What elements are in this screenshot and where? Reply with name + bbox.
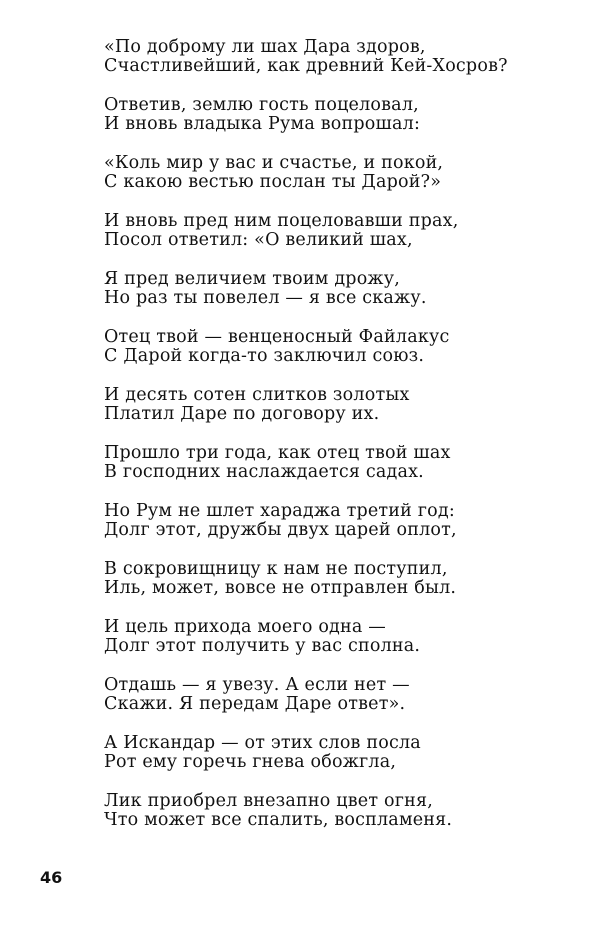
poem-line: Ответив, землю гость поцеловал, — [104, 95, 419, 115]
poem-line: В господних наслаждается садах. — [104, 461, 424, 482]
poem-line: Счастливейший, как древний Кей-Хосров? — [104, 55, 508, 76]
stanza — [104, 154, 574, 191]
poem-text — [104, 38, 574, 850]
poem-line: Долг этот получить у вас сполна. — [104, 635, 421, 656]
poem-line: И вновь пред ним поцеловавши прах, — [104, 211, 459, 231]
stanza — [104, 328, 574, 365]
poem-line: И десять сотен слитков золотых — [104, 385, 410, 405]
stanza — [104, 734, 574, 771]
poem-line: Платил Даре по договору их. — [104, 403, 380, 424]
stanza — [104, 212, 574, 249]
poem-line: Я пред величием твоим дрожу, — [104, 269, 400, 289]
poem-line: Что может все спалить, воспламеня. — [104, 809, 453, 830]
poem-line: «По доброму ли шах Дара здоров, — [104, 37, 426, 57]
poem-line: И вновь владыка Рума вопрошал: — [104, 113, 421, 134]
poem-line: Отец твой — венценосный Файлакус — [104, 327, 450, 347]
stanza — [104, 560, 574, 597]
poem-line: И цель прихода моего одна — — [104, 617, 386, 637]
stanza — [104, 38, 574, 75]
poem-line: С какою вестью послан ты Дарой?» — [104, 171, 442, 192]
stanza — [104, 792, 574, 829]
poem-line: Рот ему горечь гнева обожгла, — [104, 751, 397, 772]
stanza — [104, 618, 574, 655]
stanza — [104, 386, 574, 423]
poem-line: Долг этот, дружбы двух царей оплот, — [104, 519, 457, 540]
poem-line: «Коль мир у вас и счастье, и покой, — [104, 153, 444, 173]
stanza — [104, 96, 574, 133]
poem-line: Отдашь — я увезу. А если нет — — [104, 675, 410, 695]
stanza — [104, 444, 574, 481]
poem-line: Но раз ты повелел — я все скажу. — [104, 287, 427, 308]
poem-line: Скажи. Я передам Даре ответ». — [104, 693, 406, 714]
poem-line: А Искандар — от этих слов посла — [104, 733, 421, 753]
poem-line: В сокровищницу к нам не поступил, — [104, 559, 448, 579]
stanza — [104, 676, 574, 713]
poem-line: С Дарой когда-то заключил союз. — [104, 345, 425, 366]
page-number: 46 — [40, 868, 63, 887]
poem-line: Прошло три года, как отец твой шах — [104, 443, 451, 463]
poem-line: Посол ответил: «О великий шах, — [104, 229, 413, 250]
poem-line: Лик приобрел внезапно цвет огня, — [104, 791, 433, 811]
poem-line: Но Рум не шлет хараджа третий год: — [104, 501, 455, 521]
stanza — [104, 270, 574, 307]
poem-line: Иль, может, вовсе не отправлен был. — [104, 577, 457, 598]
stanza — [104, 502, 574, 539]
